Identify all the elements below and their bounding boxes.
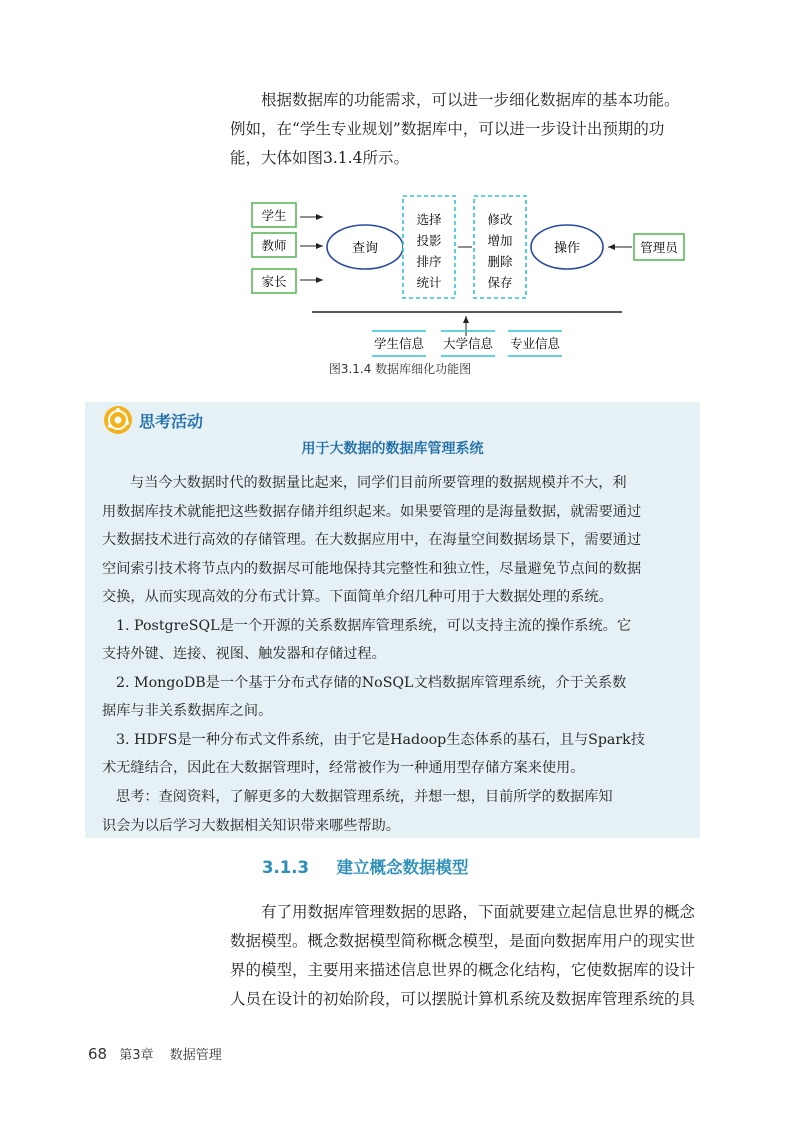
query-op: 选择 [416,212,442,227]
think-line: 大数据技术进行高效的存储管理。在大数据应用中，在海量空间数据场景下，需要通过 [102,532,642,548]
chapter-number: 第3章 [119,1048,154,1063]
intro-paragraph [230,86,710,173]
think-line: 3. HDFS是一种分布式文件系统，由于它是Hadoop生态体系的基石，且与Spark技 [116,731,645,748]
intro-line: 能，大体如图3.1.4所示。 [230,149,409,167]
think-line: 1. PostgreSQL是一个开源的关系数据库管理系统，可以支持主流的操作系统。它 [116,617,632,634]
page-footer [88,1044,222,1063]
think-line: 与当今大数据时代的数据量比起来，同学们目前所要管理的数据规模并不大，利 [130,475,627,491]
query-op: 统计 [416,275,442,290]
think-line: 用数据库技术就能把这些数据存储并组织起来。如果要管理的是海量数据，就需要通过 [102,503,642,520]
user-student-label: 学生 [261,208,287,223]
source-student-info: 学生信息 [373,336,425,351]
think-activity-subtitle: 用于大数据的数据库管理系统 [301,441,484,457]
source-university-info: 大学信息 [442,336,494,351]
think-line: 交换，从而实现高效的分布式计算。下面简单介绍几种可用于大数据处理的系统。 [102,589,613,605]
edit-op: 修改 [487,212,513,227]
think-line: 识会为以后学习大数据相关知识带来哪些帮助。 [102,817,400,834]
think-paragraph [102,469,692,783]
operate-label: 操作 [553,241,581,256]
think-line: 思考：查阅资料，了解更多的大数据管理系统，并想一想，目前所学的数据库知 [116,789,613,805]
user-teacher-label: 教师 [261,238,287,253]
admin-label: 管理员 [640,240,678,255]
body-line: 有了用数据库管理数据的思路，下面就要建立起信息世界的概念 [261,903,696,921]
section-title: 建立概念数据模型 [336,858,469,877]
body-line: 界的模型，主要用来描述信息世界的概念化结构，它使数据库的设计 [230,961,696,979]
edit-op: 增加 [487,233,513,248]
section-number: 3.1.3 [262,858,309,877]
section-heading [262,854,468,878]
lightbulb-gear-icon [103,405,133,435]
body-paragraph [230,898,710,1014]
chapter-title: 数据管理 [169,1048,222,1063]
query-op: 投影 [416,233,442,248]
edit-op: 删除 [487,254,513,269]
think-line: 术无缝结合，因此在大数据管理时，经常被作为一种通用型存储方案来使用。 [102,760,585,776]
page-number: 68 [88,1045,108,1063]
think-activity-header [103,402,203,438]
figure-caption: 图3.1.4 数据库细化功能图 [328,362,472,376]
intro-line: 例如，在“学生专业规划”数据库中，可以进一步设计出预期的功 [230,120,665,138]
think-line: 2. MongoDB是一个基于分布式存储的NoSQL文档数据库管理系统，介于关系数 [116,674,627,691]
edit-op: 保存 [487,275,513,290]
function-diagram [200,186,700,386]
body-line: 人员在设计的初始阶段，可以摆脱计算机系统及数据库管理系统的具 [230,990,696,1008]
think-line: 空间索引技术将节点内的数据尽可能地保持其完整性和独立性，尽量避免节点间的数据 [102,560,642,577]
think-line: 据库与非关系数据库之间。 [102,703,273,719]
think-question [102,783,692,840]
body-line: 数据模型。概念数据模型简称概念模型，是面向数据库用户的现实世 [230,932,696,950]
user-parent-label: 家长 [261,274,287,289]
intro-line: 根据数据库的功能需求，可以进一步细化数据库的基本功能。 [261,91,680,109]
query-op: 排序 [416,254,442,269]
think-activity-title: 思考活动 [139,411,204,431]
think-line: 支持外键、连接、视图、触发器和存储过程。 [102,646,386,662]
source-major-info: 专业信息 [509,336,561,351]
query-label: 查询 [351,241,379,256]
